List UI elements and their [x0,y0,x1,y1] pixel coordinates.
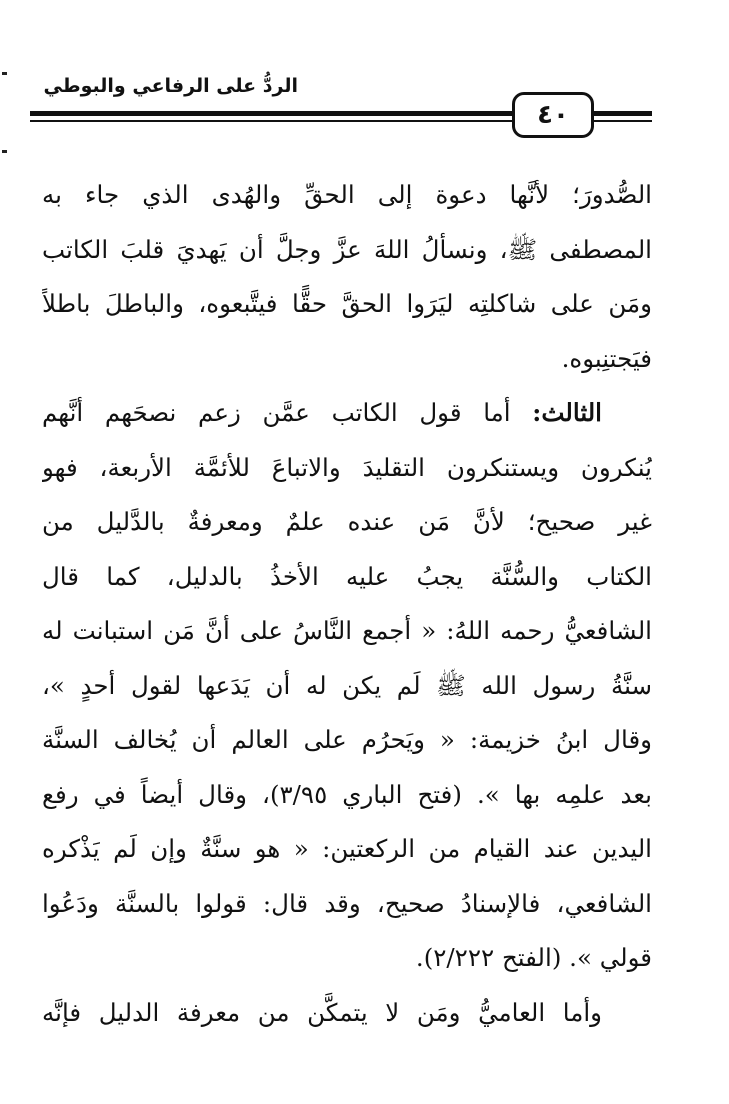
text-line: الشافعي، فالإسنادُ صحيح، وقد قال: قولوا بالسنَّة ودَعُوا [42,888,652,918]
text-line: فيَجتنِبوه. [561,343,652,373]
running-title: الردُّ على الرفاعي والبوطي [43,75,298,97]
text-line: وقال ابنُ خزيمة: « ويَحرُم على العالم أن يُخالف السنَّة [42,725,652,754]
text-line: الشافعيُّ رحمه اللهُ: « أجمع النَّاسُ على أنَّ مَن استبانت له [42,616,652,645]
body-text [42,168,652,1040]
text-span: أما قول الكاتب عمَّن زعم نصحَهم أنَّهم [42,398,511,427]
text-line: ومَن على شاكلتِه ليَرَوا الحقَّ حقًّا فيتَّبعوه، والباطلَ باطلاً [42,289,652,318]
text-line: الكتاب والسُّنَّة يجبُ عليه الأخذُ بالدليل، كما قال [42,561,652,591]
margin-mark [2,150,7,153]
text-line: اليدين عند القيام من الركعتين: « هو سنَّةٌ وإن لَم يَذْكره [42,834,652,863]
paragraph-lead: الثالث: [532,398,602,427]
text-line: غير صحيح؛ لأنَّ مَن عنده علمٌ ومعرفةٌ بالدَّليل من [42,507,652,536]
text-line: قولي ». (الفتح ٢/٢٢٢). [415,943,652,972]
text-line: المصطفى ﷺ، ونسألُ اللهَ عزَّ وجلَّ أن يَهديَ قلبَ الكاتب [42,234,652,264]
text-line: بعد علمِه بها ». (فتح الباري ٣/٩٥)، وقال أيضاً في رفع [42,779,652,809]
text-line: وأما العاميُّ ومَن لا يتمكَّن من معرفة الدليل فإنَّه [42,997,602,1027]
margin-mark [2,72,7,75]
page-number: ٤٠ [537,100,569,130]
text-line: سنَّةُ رسول الله ﷺ لَم يكن له أن يَدَعها لقول أحدٍ »، [42,670,652,700]
page-number-box [512,92,594,138]
text-line: الصُّدورَ؛ لأنَّها دعوة إلى الحقِّ والهُدى الذي جاء به [42,180,652,209]
text-line: يُنكرون ويستنكرون التقليدَ والاتباعَ للأئمَّة الأربعة، فهو [42,452,652,482]
paragraph-first-line [42,386,652,441]
